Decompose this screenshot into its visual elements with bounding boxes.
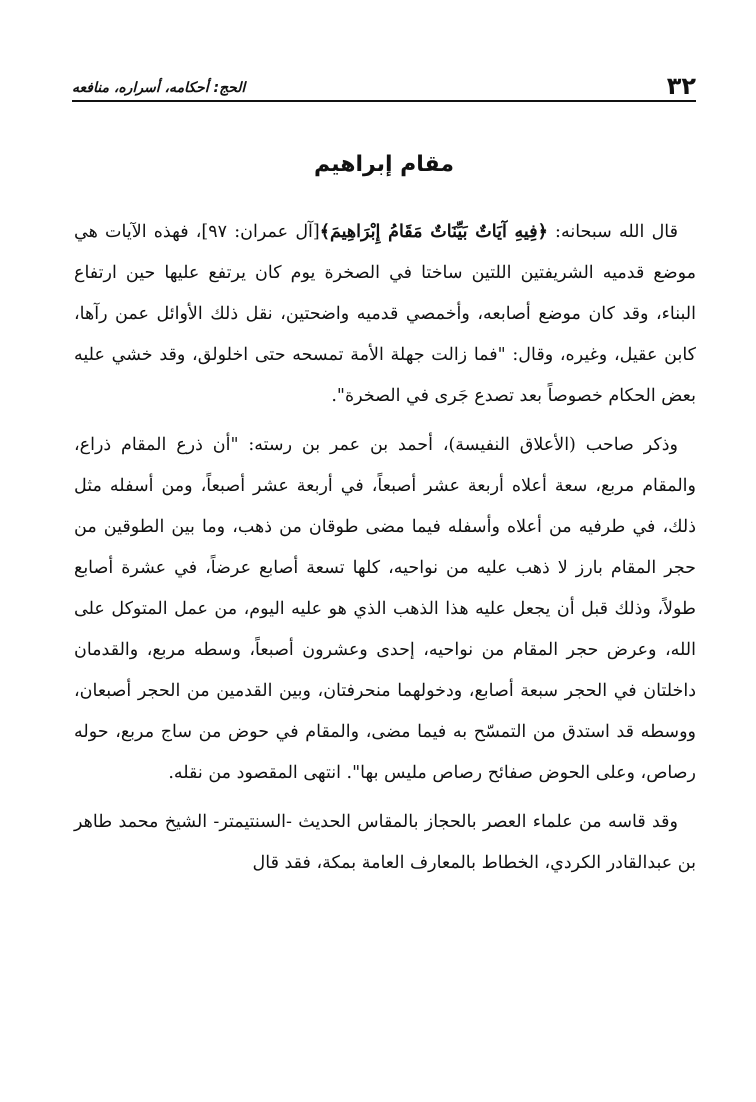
header-rule <box>72 100 696 102</box>
paragraph-1-body: [آل عمران: ٩٧]، فهذه الآيات هي موضع قدميه الشريفتين اللتين ساختا في الصخرة يوم كان يرتفع عليها حين ارتفاع البناء، وقد كان موضع أصابعه، وأخمصي قدميه واضحتين، نقل ذلك الأوائل عمن رآها، كابن عقيل، وغيره، وقال: "فما زالت جهلة الأمة تمسحه حتى اخلولق، وقد خشي عليه بعض الحكام خصوصاً بعد تصدع جَرى في الصخرة". <box>74 222 696 406</box>
paragraph-1 <box>74 212 696 417</box>
page-number: ٣٢ <box>666 72 696 100</box>
running-title: الحج: أحكامه، أسراره، منافعه <box>72 80 246 96</box>
quran-verse: ﴿فِيهِ آيَاتٌ بَيِّنَاتٌ مَقَامُ إِبْرَاهِيمَ﴾ <box>319 222 548 242</box>
section-title: مقام إبراهيم <box>313 152 454 177</box>
paragraph-3: وقد قاسه من علماء العصر بالحجاز بالمقاس الحديث -السنتيمتر- الشيخ محمد طاهر بن عبدالقادر الكردي، الخطاط بالمعارف العامة بمكة، فقد قال <box>74 812 696 873</box>
running-header <box>72 62 696 98</box>
body-text <box>74 212 696 884</box>
paragraph-1-intro: قال الله سبحانه: <box>547 222 678 242</box>
paragraph-2: وذكر صاحب (الأعلاق النفيسة)، أحمد بن عمر بن رسته: "أن ذرع المقام ذراع، والمقام مربع، سعة أعلاه أربعة عشر أصبعاً، في أربعة عشر أصبعاً، ومن أسفله مثل ذلك، في طرفيه من أعلاه وأسفله فيما مضى طوقان من ذهب، وما بين الطوقين من حجر المقام بارز لا ذهب عليه من نواحيه، كلها تسعة أصابع عرضاً، في عشرة أصابع طولاً، وذلك قبل أن يجعل عليه هذا الذهب الذي هو عليه اليوم، من عمل المتوكل على الله، وعرض حجر المقام من نواحيه، إحدى وعشرون أصبعاً، وسطه مربع، والقدمان داخلتان في الحجر سبعة أصابع، ودخولهما منحرفتان، وبين القدمين من الحجر أصبعان، ووسطه قد استدق من التمسّح به فيما مضى، والمقام في حوض من ساج مربع، حوله رصاص، وعلى الحوض صفائح رصاص مليس بها". انتهى المقصود من نقله. <box>74 435 696 783</box>
